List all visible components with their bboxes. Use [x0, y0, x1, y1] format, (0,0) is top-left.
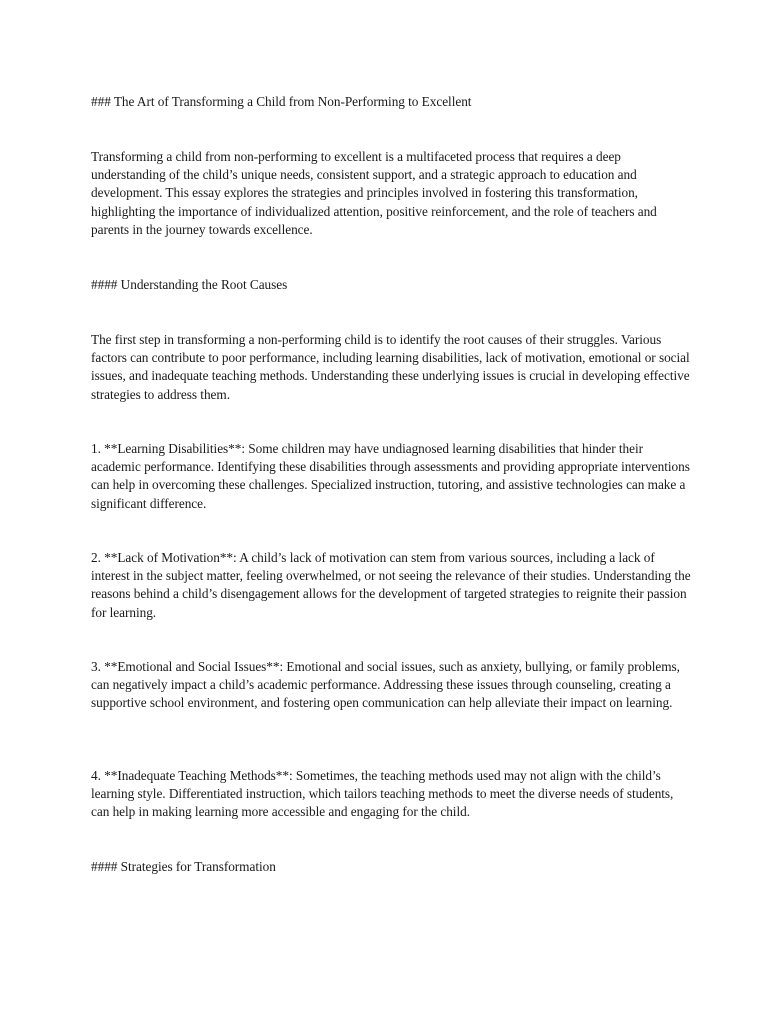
- list-item-inadequate-teaching-methods: 4. **Inadequate Teaching Methods**: Sometimes, the teaching methods used may not align with the child’s learning style. Differentiated instruction, which tailors teaching methods to meet the diverse needs of students, can help in making learning more accessible and engaging for the child.: [91, 768, 674, 820]
- section-heading-strategies: #### Strategies for Transformation: [91, 859, 276, 874]
- root-causes-paragraph: The first step in transforming a non-performing child is to identify the root causes of their struggles. Various factors can contribute to poor performance, including learning disabilities, lack of motivation, emotional or social issues, and inadequate teaching methods. Understanding these underlying issues is crucial in developing effective strategies to address them.: [91, 332, 690, 402]
- intro-paragraph: Transforming a child from non-performing to excellent is a multifaceted process that requires a deep understanding of the child’s unique needs, consistent support, and a strategic approach to education and development. This essay explores the strategies and principles involved in fostering this transformation, highlighting the importance of individualized attention, positive reinforcement, and the role of teachers and parents in the journey towards excellence.: [91, 149, 657, 237]
- list-item-emotional-social-issues: 3. **Emotional and Social Issues**: Emotional and social issues, such as anxiety, bullying, or family problems, can negatively impact a child’s academic performance. Addressing these issues through counseling, creating a supportive school environment, and fostering open communication can help alleviate their impact on learning.: [91, 659, 680, 711]
- document-title: ### The Art of Transforming a Child from Non-Performing to Excellent: [91, 94, 472, 109]
- list-item-lack-of-motivation: 2. **Lack of Motivation**: A child’s lack of motivation can stem from various sources, including a lack of interest in the subject matter, feeling overwhelmed, or not seeing the relevance of their studies. Understanding the reasons behind a child’s disengagement allows for the development of targeted strategies to reignite their passion for learning.: [91, 550, 691, 620]
- section-heading-root-causes: #### Understanding the Root Causes: [91, 277, 288, 292]
- list-item-learning-disabilities: 1. **Learning Disabilities**: Some children may have undiagnosed learning disabilities that hinder their academic performance. Identifying these disabilities through assessments and providing appropriate interventions can help in overcoming these challenges. Specialized instruction, tutoring, and assistive technologies can make a significant difference.: [91, 441, 690, 511]
